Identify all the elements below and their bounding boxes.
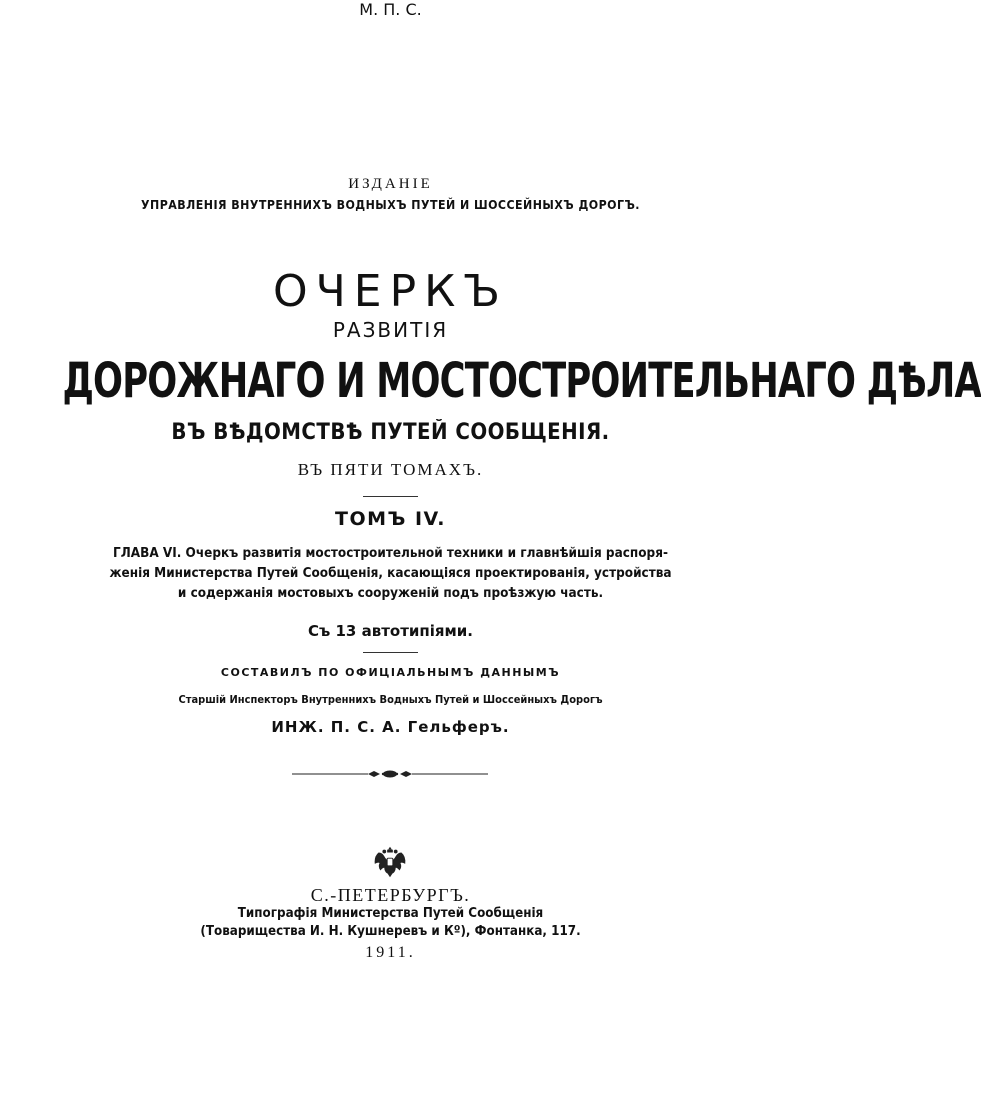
divider-short-2 — [363, 652, 418, 653]
author-name: ИНЖ. П. С. А. Гельферъ. — [271, 718, 510, 736]
author-position: Старшiй Инспекторъ Внутреннихъ Водныхъ Путей и Шоссейныхъ Дорогъ — [178, 693, 603, 706]
subtitle-line-1: РАЗВИТIЯ — [332, 318, 449, 342]
subtitle-line-3: ВЪ ВѢДОМСТВѢ ПУТЕЙ СООБЩЕНIЯ. — [171, 420, 610, 445]
imprint-year: 1911. — [365, 944, 416, 961]
ornamental-divider — [290, 768, 490, 780]
chapter-line: женiя Министерства Путей Сообщенiя, касающiяся проектированiя, устройства — [109, 566, 672, 581]
edition-label: ИЗДАНIЕ — [348, 176, 433, 192]
department-line: УПРАВЛЕНIЯ ВНУТРЕННИХЪ ВОДНЫХЪ ПУТЕЙ И ШОССЕЙНЫХЪ ДОРОГЪ. — [141, 198, 640, 212]
volumes-note: ВЪ ПЯТИ ТОМАХЪ. — [297, 460, 484, 479]
compiled-by-label: СОСТАВИЛЪ ПО ОФИЦIАЛЬНЫМЪ ДАННЫМЪ — [220, 666, 561, 679]
subtitle-line-2: ДОРОЖНАГО И МОСТОСТРОИТЕЛЬНАГО ДѢЛА — [62, 352, 981, 409]
plates-note: Съ 13 автотипiями. — [307, 622, 474, 640]
double-headed-eagle-icon — [371, 843, 409, 881]
imprint-printer: Типографiя Министерства Путей Сообщенiя — [237, 906, 544, 921]
chapter-line: ГЛАВА VI. Очеркъ развитiя мостостроительной техники и главнѣйшiя распоря- — [112, 546, 669, 561]
tome-number: ТОМЪ IV. — [334, 508, 447, 530]
imprint-city: С.-ПЕТЕРБУРГЪ. — [310, 885, 471, 905]
chapter-line: и содержанiя мостовыхъ сооруженiй подъ проѣзжую часть. — [177, 586, 604, 601]
book-title: ОЧЕРКЪ — [273, 266, 508, 317]
divider-short-1 — [363, 496, 418, 497]
imprint-address: (Товарищества И. Н. Кушнеревъ и Кº), Фонтанка, 117. — [200, 924, 581, 939]
publisher-initials: М. П. С. — [359, 0, 422, 19]
chapter-description — [27, 544, 753, 604]
